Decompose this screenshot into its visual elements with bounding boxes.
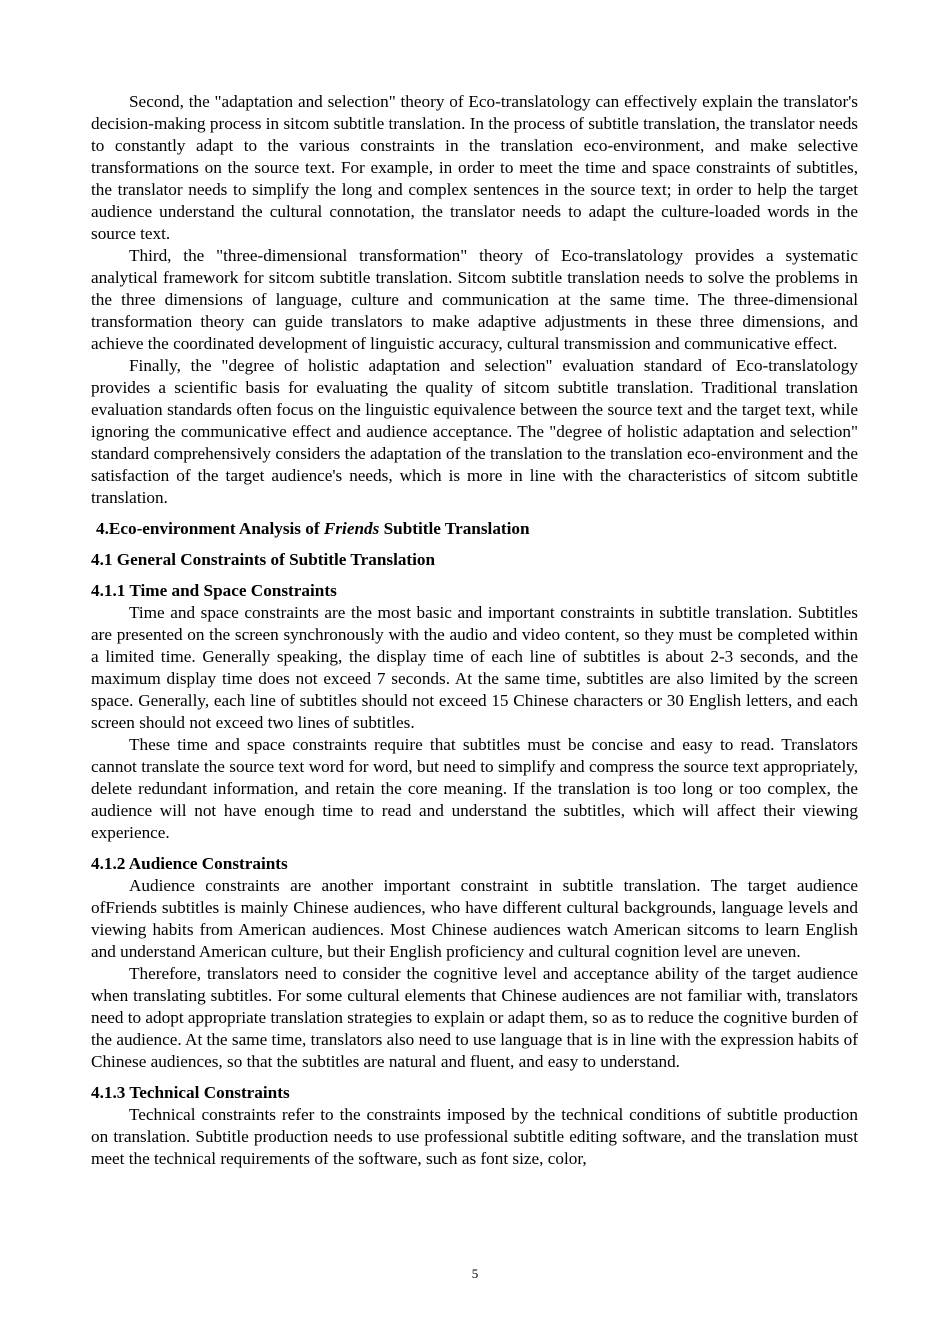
section-heading-4-1-1: 4.1.1 Time and Space Constraints	[91, 581, 337, 600]
paragraph-technical-1: Technical constraints refer to the constraints imposed by the technical conditions of subtitle production on translation. Subtitle production needs to use professional subtitle editing software, and the translation must meet the technical requirements of the software, such as font size, color,	[91, 1105, 858, 1168]
page-number: 5	[471, 1266, 479, 1281]
section-heading-4-1-2: 4.1.2 Audience Constraints	[91, 854, 288, 873]
paragraph-second: Second, the "adaptation and selection" theory of Eco-translatology can effectively explain the translator's decision-making process in sitcom subtitle translation. In the process of subtitle translation, the translator needs to constantly adapt to the various constraints in the translation eco-environment, and make selective transformations on the source text. For example, in order to meet the time and space constraints of subtitles, the translator needs to simplify the long and complex sentences in the source text; in order to help the target audience understand the cultural connotation, the translator needs to adapt the culture-loaded words in the source text.	[91, 92, 858, 243]
section-heading-4-italic: Friends	[323, 519, 380, 538]
paragraph-audience-2: Therefore, translators need to consider the cognitive level and acceptance ability of the target audience when translating subtitles. For some cultural elements that Chinese audiences are not familiar with, translators need to adopt appropriate translation strategies to explain or adapt them, so as to reduce the cognitive burden of the audience. At the same time, translators also need to use language that is in line with the expression habits of Chinese audiences, so that the subtitles are natural and fluent, and easy to understand.	[91, 964, 858, 1071]
paragraph-third: Third, the "three-dimensional transformation" theory of Eco-translatology provides a systematic analytical framework for sitcom subtitle translation. Sitcom subtitle translation needs to solve the problems in the three dimensions of language, culture and communication at the same time. The three-dimensional transformation theory can guide translators to make adaptive adjustments in these three dimensions, and achieve the coordinated development of linguistic accuracy, cultural transmission and communicative effect.	[91, 246, 858, 353]
section-heading-4-prefix: 4.Eco-environment Analysis of	[96, 519, 324, 538]
section-heading-4-1: 4.1 General Constraints of Subtitle Translation	[91, 550, 436, 569]
paragraph-audience-1: Audience constraints are another important constraint in subtitle translation. The target audience ofFriends subtitles is mainly Chinese audiences, who have different cultural backgrounds, language levels and viewing habits from American audiences. Most Chinese audiences watch American sitcoms to learn English and understand American culture, but their English proficiency and cultural cognition level are uneven.	[91, 876, 858, 961]
section-heading-4	[91, 518, 858, 540]
section-heading-4-1-3: 4.1.3 Technical Constraints	[91, 1083, 290, 1102]
paragraph-time-space-2: These time and space constraints require that subtitles must be concise and easy to read. Translators cannot translate the source text word for word, but need to simplify and compress the source text appropriately, delete redundant information, and retain the core meaning. If the translation is too long or too complex, the audience will not have enough time to read and understand the subtitles, which will affect their viewing experience.	[91, 735, 858, 842]
paragraph-time-space-1: Time and space constraints are the most basic and important constraints in subtitle translation. Subtitles are presented on the screen synchronously with the audio and video content, so they must be completed within a limited time. Generally speaking, the display time of each line of subtitles is about 2-3 seconds, and the maximum display time does not exceed 7 seconds. At the same time, subtitles are also limited by the screen space. Generally, each line of subtitles should not exceed 15 Chinese characters or 30 English letters, and each screen should not exceed two lines of subtitles.	[91, 603, 858, 732]
section-heading-4-suffix: Subtitle Translation	[379, 519, 530, 538]
page-body	[91, 91, 858, 1170]
paragraph-finally: Finally, the "degree of holistic adaptation and selection" evaluation standard of Eco-translatology provides a scientific basis for evaluating the quality of sitcom subtitle translation. Traditional translation evaluation standards often focus on the linguistic equivalence between the source text and the target text, while ignoring the communicative effect and audience acceptance. The "degree of holistic adaptation and selection" standard comprehensively considers the adaptation of the translation to the translation eco-environment and the satisfaction of the target audience's needs, which is more in line with the characteristics of sitcom subtitle translation.	[91, 356, 858, 507]
